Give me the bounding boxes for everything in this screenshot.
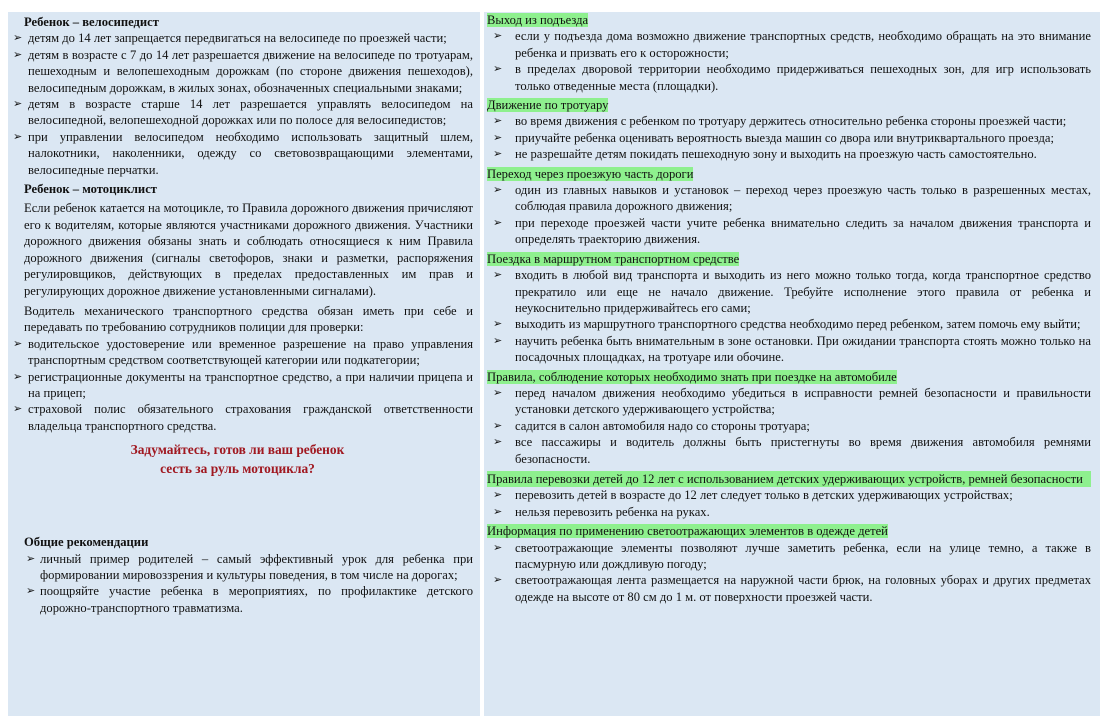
arrow-bullet-icon: ➢ xyxy=(13,403,23,416)
entrance-list xyxy=(487,28,1091,94)
general-heading: Общие рекомендации xyxy=(24,535,149,550)
section-title-crossing: Переход через проезжую часть дороги xyxy=(487,166,694,181)
cyclist-heading: Ребенок – велосипедист xyxy=(24,15,159,29)
arrow-bullet-icon: ➢ xyxy=(493,505,503,518)
arrow-bullet-icon: ➢ xyxy=(13,130,23,143)
callout-text: Задумайтесь, готов ли ваш ребенок сесть за руль мотоцикла? xyxy=(130,442,345,477)
arrow-bullet-icon: ➢ xyxy=(13,98,23,111)
child-seats-list xyxy=(487,487,1091,520)
list-item: ➢ перевозить детей в возрасте до 12 лет следует только в детских удерживающих устройствах; xyxy=(493,488,1013,503)
list-item: ➢ при переходе проезжей части учите ребенка внимательно следить за началом движения транспорта и определять траекторию движения. xyxy=(493,215,1091,247)
list-item: ➢ нельзя перевозить ребенка на руках. xyxy=(493,504,710,519)
general-list xyxy=(12,551,473,617)
left-column xyxy=(8,12,480,716)
section-title-public-transport: Поездка в маршрутном транспортном средстве xyxy=(487,251,740,266)
list-item: ➢ все пассажиры и водитель должны быть пристегнуты во время движения автомобиля ремнями безопасности. xyxy=(493,435,1091,466)
arrow-bullet-icon: ➢ xyxy=(493,436,503,449)
list-item: ➢ научить ребенка быть внимательным в зоне остановки. При ожидании транспорта стоять можно только на посадочных площадках, на тротуаре или обочине. xyxy=(493,333,1091,365)
list-item: ➢ личный пример родителей – самый эффективный урок для ребенка при формировании мировоззрения и культуры поведения, в том числе на дорогах; xyxy=(26,551,473,582)
arrow-bullet-icon: ➢ xyxy=(493,30,503,43)
list-item: ➢ не разрешайте детям покидать пешеходную зону и выходить на проезжую часть самостоятельно. xyxy=(493,147,1037,162)
sidewalk-list xyxy=(487,113,1091,162)
list-item: ➢ детям в возрасте с 7 до 14 лет разрешается движение на велосипеде по тротуарам, пешеходным и велопешеходным дорожкам (по стороне движения пешеходов), велосипедным дорожкам, в жилых зонах, обозначенных специальными знаками; xyxy=(13,47,473,95)
section-title-sidewalk: Движение по тротуару xyxy=(487,98,609,113)
arrow-bullet-icon: ➢ xyxy=(493,574,503,587)
arrow-bullet-icon: ➢ xyxy=(493,148,503,161)
arrow-bullet-icon: ➢ xyxy=(26,552,36,565)
arrow-bullet-icon: ➢ xyxy=(493,334,503,347)
list-item: ➢ светоотражающая лента размещается на наружной части брюк, на головных уборах и других предметах одежде на высоте от 80 см до 1 м. от поверхности проезжей части. xyxy=(493,573,1091,604)
cyclist-list xyxy=(12,30,473,178)
arrow-bullet-icon: ➢ xyxy=(493,115,503,128)
right-column xyxy=(484,12,1100,716)
arrow-bullet-icon: ➢ xyxy=(493,489,503,502)
arrow-bullet-icon: ➢ xyxy=(493,269,503,282)
arrow-bullet-icon: ➢ xyxy=(493,63,503,76)
list-item: ➢ детям в возрасте старше 14 лет разрешается управлять велосипедом на велосипедной, велопешеходной дорожках или по полосе для велосипедистов; xyxy=(13,97,473,128)
arrow-bullet-icon: ➢ xyxy=(493,216,503,229)
arrow-bullet-icon: ➢ xyxy=(493,386,503,399)
car-list xyxy=(487,385,1091,467)
section-title-entrance: Выход из подъезда xyxy=(487,13,589,27)
moto-heading: Ребенок – мотоциклист xyxy=(24,182,157,197)
list-item: ➢ садится в салон автомобиля надо со стороны тротуара; xyxy=(493,418,810,433)
list-item: ➢ выходить из маршрутного транспортного средства необходимо перед ребенком, затем помочь ему выйти; xyxy=(493,317,1081,332)
moto-paragraph-1: Если ребенок катается на мотоцикле, то Правила дорожного движения причисляют его к водителям, которые являются участниками дорожного движения. Участники дорожного движения обязаны знать и соблюдать относящиеся к ним Правила дорожного движения (сигналы светофоров, знаки и разметки, распоряжения регулировщиков, действующих в пределах предоставленных им прав и регулирующих дорожное движение установленными сигналами). xyxy=(24,201,473,298)
crossing-list xyxy=(487,182,1091,248)
section-title-car: Правила, соблюдение которых необходимо знать при поездке на автомобиле xyxy=(487,369,897,384)
list-item: ➢ во время движения с ребенком по тротуару держитесь относительно ребенка стороны проезжей части; xyxy=(493,114,1067,129)
section-title-child-seats: Правила перевозки детей до 12 лет с использованием детских удерживающих устройств, ремней безопасности xyxy=(487,471,1091,487)
arrow-bullet-icon: ➢ xyxy=(493,419,503,432)
arrow-bullet-icon: ➢ xyxy=(13,370,23,383)
arrow-bullet-icon: ➢ xyxy=(26,585,36,598)
arrow-bullet-icon: ➢ xyxy=(493,318,503,331)
reflective-list xyxy=(487,540,1091,606)
arrow-bullet-icon: ➢ xyxy=(493,541,503,554)
moto-paragraph-2: Водитель механического транспортного средства обязан иметь при себе и передавать по требованию сотрудников полиции для проверки: xyxy=(24,303,473,335)
list-item: ➢ поощряйте участие ребенка в мероприятиях, по профилактике детского дорожно-транспортного травматизма. xyxy=(26,584,473,615)
arrow-bullet-icon: ➢ xyxy=(13,337,23,350)
moto-documents-list xyxy=(12,336,473,434)
list-item: ➢ приучайте ребенка оценивать вероятность выезда машин со двора или внутриквартального проезда; xyxy=(493,130,1054,145)
section-title-reflective: Информация по применению светоотражающих элементов в одежде детей xyxy=(487,524,888,539)
public-transport-list xyxy=(487,267,1091,365)
list-item: ➢ детям до 14 лет запрещается передвигаться на велосипеде по проезжей части; xyxy=(13,31,447,46)
arrow-bullet-icon: ➢ xyxy=(493,131,503,144)
list-item: ➢ если у подъезда дома возможно движение транспортных средств, необходимо обращать на это внимание ребенка и призвать его к осторожности; xyxy=(493,29,1091,60)
list-item: ➢ светоотражающие элементы позволяют лучше заметить ребенка, если на улице темно, а также в пасмурную или дождливую погоду; xyxy=(493,540,1091,571)
arrow-bullet-icon: ➢ xyxy=(493,184,503,197)
list-item: ➢ регистрационные документы на транспортное средство, а при наличии прицепа и на прицеп; xyxy=(13,369,473,400)
list-item: ➢ входить в любой вид транспорта и выходить из него можно только тогда, когда транспортное средство прекратило или еще не начало движение. Требуйте исполнение этого правила от ребенка и неукоснительно придерживайтесь его сами; xyxy=(493,268,1091,315)
list-item: ➢ страховой полис обязательного страхования гражданской ответственности владельца транспортного средства. xyxy=(13,402,473,433)
list-item: ➢ перед началом движения необходимо убедиться в исправности ремней безопасности и правильности установки детского удерживающего устройства; xyxy=(493,385,1091,417)
list-item: ➢ при управлении велосипедом необходимо использовать защитный шлем, налокотники, наколенники, одежду со световозвращающими элементами, велосипедные перчатки. xyxy=(13,129,473,177)
arrow-bullet-icon: ➢ xyxy=(13,32,23,45)
arrow-bullet-icon: ➢ xyxy=(13,48,23,61)
list-item: ➢ водительское удостоверение или временное разрешение на право управления транспортным средством соответствующей категории или подкатегории; xyxy=(13,336,473,368)
list-item: ➢ один из главных навыков и установок – переход через проезжую часть только в разрешенных местах, соблюдая правила дорожного движения; xyxy=(493,183,1091,214)
list-item: ➢ в пределах дворовой территории необходимо придерживаться пешеходных зон, для игр использовать только отведенные места (площадки). xyxy=(493,62,1091,93)
